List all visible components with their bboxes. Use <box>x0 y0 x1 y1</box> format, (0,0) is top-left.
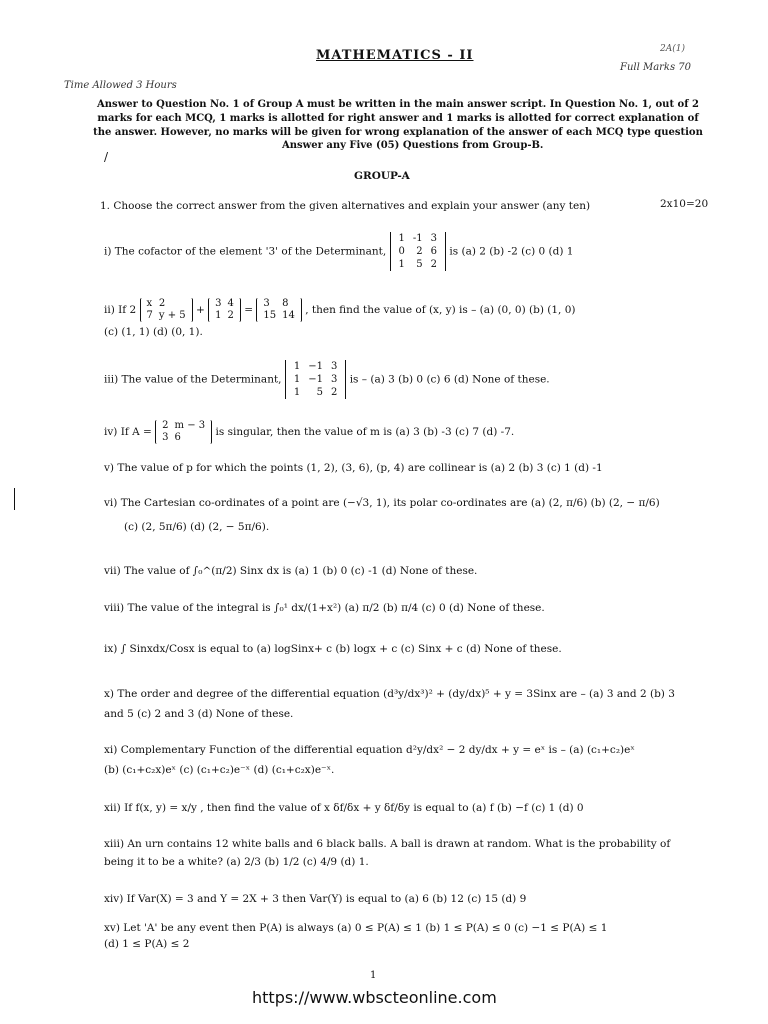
mat-cell: 4 <box>227 298 234 309</box>
question-xi-line1: xi) Complementary Function of the differential equation d²y/dx² − 2 dy/dx + y = eˣ is – (a) (c₁+c₂)eˣ <box>104 744 635 756</box>
question-1-text: 1. Choose the correct answer from the given alternatives and explain your answer (any ten) <box>100 200 591 212</box>
det-cell: 0 <box>398 246 405 257</box>
footer-url[interactable]: https://www.wbscteonline.com <box>252 988 497 1007</box>
det-cell: 1 <box>293 361 301 372</box>
question-ii: ii) If 2 x 2 7 y + 5 + 3 4 1 2 = 3 8 15 14 , then find the value of (x, y) is – (a) (0, 0) (b) (1, 0) <box>104 298 576 321</box>
mat-cell: 3 <box>215 298 222 309</box>
mat-cell: y + 5 <box>158 310 186 321</box>
full-marks: Full Marks 70 <box>620 62 692 73</box>
question-xv-line2: (d) 1 ≤ P(A) ≤ 2 <box>104 938 190 950</box>
instructions: Answer to Question No. 1 of Group A must be written in the main answer script. In Question No. 1, out of 2 marks for each MCQ, 1 marks is allotted for right answer and 1 marks is allotted for correct explanation of the answer. However, no marks will be given for wrong explanation of the answer of each MCQ type question <box>93 99 703 138</box>
question-iv <box>104 420 514 444</box>
mat-cell: 2 <box>227 310 234 321</box>
question-iv-text: iv) If A = <box>104 426 152 438</box>
question-iii-options: is – (a) 3 (b) 0 (c) 6 (d) None of these. <box>349 373 550 386</box>
question-ii-line2: (c) (1, 1) (d) (0, 1). <box>104 326 203 338</box>
pen-mark: / <box>104 150 109 164</box>
det-cell: 3 <box>430 233 438 244</box>
det-cell: 1 <box>293 374 301 385</box>
question-iv-options: is singular, then the value of m is (a) 3 (b) -3 (c) 7 (d) -7. <box>215 426 515 438</box>
question-v: v) The value of p for which the points (1, 2), (3, 6), (p, 4) are collinear is (a) 2 (b) 3 (c) 1 (d) -1 <box>104 462 603 474</box>
question-iii <box>104 360 550 399</box>
det-cell: 5 <box>316 387 323 398</box>
mat-cell: x <box>146 298 153 309</box>
instructions-group-b: Answer any Five (05) Questions from Group-B. <box>282 140 544 151</box>
question-i <box>104 232 573 271</box>
mat-cell: 14 <box>282 310 295 321</box>
mat-cell: 8 <box>282 298 289 309</box>
matrix-ii-b <box>208 298 241 322</box>
question-xiv: xiv) If Var(X) = 3 and Y = 2X + 3 then Var(Y) is equal to (a) 6 (b) 12 (c) 15 (d) 9 <box>104 893 527 905</box>
mat-cell: 2 <box>158 298 166 309</box>
determinant-i <box>390 232 447 271</box>
margin-mark <box>14 488 15 510</box>
det-cell: 1 <box>293 387 301 398</box>
question-x-line1: x) The order and degree of the differential equation (d³y/dx³)² + (dy/dx)⁵ + y = 3Sinx are – (a) 3 and 2 (b) 3 <box>104 688 675 700</box>
det-cell: 3 <box>330 374 338 385</box>
question-viii: viii) The value of the integral is ∫₀¹ dx/(1+x²) (a) π/2 (b) π/4 (c) 0 (d) None of these. <box>104 602 545 614</box>
det-cell: -1 <box>412 233 423 244</box>
question-xiii-line1: xiii) An urn contains 12 white balls and 6 black balls. A ball is drawn at random. What is the probability of <box>104 838 671 850</box>
det-cell: 5 <box>416 259 423 270</box>
question-i-text: i) The cofactor of the element '3' of the Determinant, <box>104 245 387 258</box>
mat-cell: 15 <box>263 310 277 321</box>
paper-code: 2A(1) <box>660 44 685 54</box>
question-ix: ix) ∫ Sinxdx/Cosx is equal to (a) logSinx+ c (b) logx + c (c) Sinx + c (d) None of these. <box>104 643 562 655</box>
mat-cell: 1 <box>215 310 222 321</box>
matrix-iv <box>155 420 212 444</box>
det-cell: 2 <box>330 387 338 398</box>
question-vii: vii) The value of ∫₀^(π/2) Sinx dx is (a) 1 (b) 0 (c) -1 (d) None of these. <box>104 565 478 577</box>
det-cell: 2 <box>416 246 423 257</box>
paper-title: MATHEMATICS - II <box>316 48 474 63</box>
mat-cell: 2 <box>162 420 169 431</box>
question-ii-text: ii) If 2 <box>104 304 137 316</box>
time-allowed: Time Allowed 3 Hours <box>64 80 177 91</box>
question-xii: xii) If f(x, y) = x/y , then find the value of x δf/δx + y δf/δy is equal to (a) f (b) −f (c) 1 (d) 0 <box>104 802 584 814</box>
det-cell: 1 <box>398 259 405 270</box>
question-xi-line2: (b) (c₁+c₂x)eˣ (c) (c₁+c₂)e⁻ˣ (d) (c₁+c₂x)e⁻ˣ. <box>104 764 335 776</box>
matrix-ii-a <box>140 298 193 322</box>
mat-cell: m − 3 <box>174 420 206 431</box>
matrix-ii-c <box>256 298 301 322</box>
det-cell: 3 <box>330 361 338 372</box>
question-xiii-line2: being it to be a white? (a) 2/3 (b) 1/2 (c) 4/9 (d) 1. <box>104 856 369 868</box>
determinant-iii <box>285 360 347 399</box>
question-1-marks: 2x10=20 <box>660 198 709 210</box>
det-cell: 1 <box>398 233 405 244</box>
page-number: 1 <box>370 970 377 981</box>
question-vi-line1: vi) The Cartesian co-ordinates of a point are (−√3, 1), its polar co-ordinates are (a) (2, π/6) (b) (2, − π/6) <box>104 497 660 509</box>
mat-cell: 3 <box>263 298 270 309</box>
det-cell: 2 <box>430 259 438 270</box>
mat-cell: 6 <box>174 432 181 443</box>
question-iii-text: iii) The value of the Determinant, <box>104 373 282 386</box>
det-cell: −1 <box>308 374 323 385</box>
mat-cell: 3 <box>162 432 169 443</box>
question-vi-line2: (c) (2, 5π/6) (d) (2, − 5π/6). <box>124 521 270 533</box>
det-cell: −1 <box>308 361 323 372</box>
question-xv-line1: xv) Let 'A' be any event then P(A) is always (a) 0 ≤ P(A) ≤ 1 (b) 1 ≤ P(A) ≤ 0 (c) −1 ≤ P(A) ≤ 1 <box>104 922 608 934</box>
question-x-line2: and 5 (c) 2 and 3 (d) None of these. <box>104 708 294 720</box>
det-cell: 6 <box>430 246 438 257</box>
group-heading: GROUP-A <box>354 170 410 182</box>
mat-cell: 7 <box>146 310 153 321</box>
question-i-options: is (a) 2 (b) -2 (c) 0 (d) 1 <box>449 245 574 258</box>
question-ii-options: , then find the value of (x, y) is – (a) (0, 0) (b) (1, 0) <box>305 304 576 316</box>
